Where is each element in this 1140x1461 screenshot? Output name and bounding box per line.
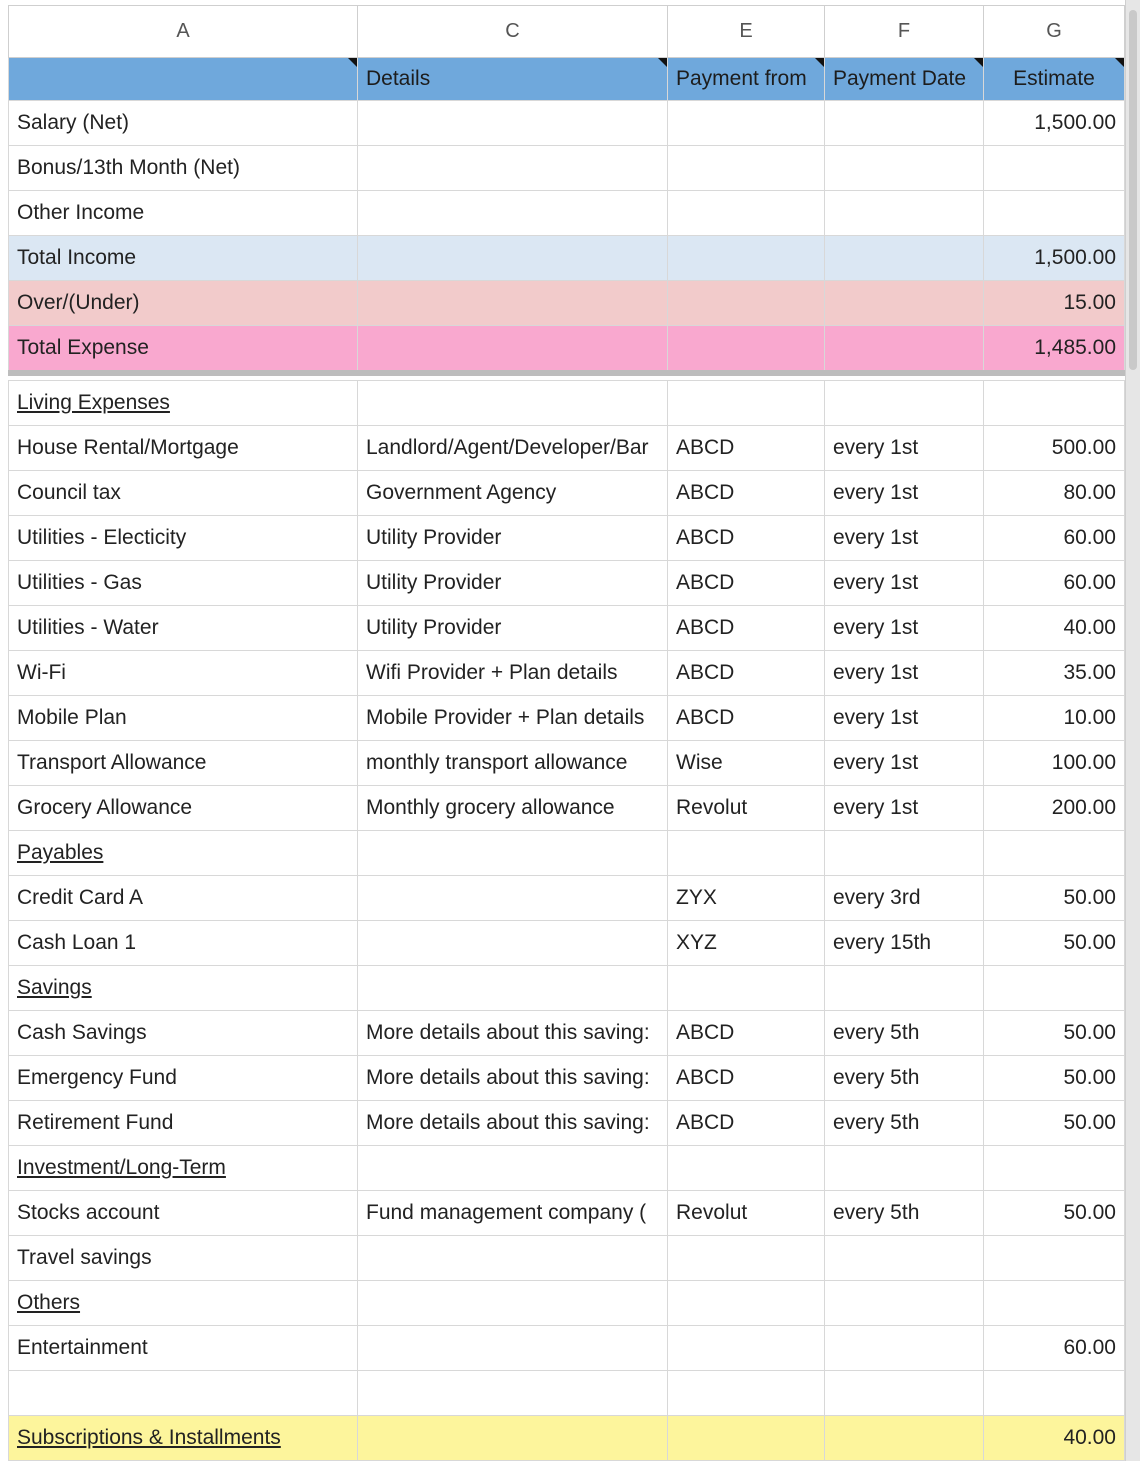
cell-estimate[interactable]: 35.00 — [984, 651, 1125, 696]
cell-label[interactable]: Utilities - Gas — [9, 561, 358, 606]
header-cell-payment-from[interactable]: Payment from — [668, 58, 825, 101]
cell-details[interactable]: monthly transport allowance — [358, 741, 668, 786]
header-cell-details[interactable]: Details — [358, 58, 668, 101]
cell-details[interactable] — [358, 191, 668, 236]
cell-label[interactable]: Council tax — [9, 471, 358, 516]
cell-payment-from[interactable] — [668, 1236, 825, 1281]
cell-payment-date[interactable]: every 3rd — [825, 876, 984, 921]
cell-details[interactable]: Utility Provider — [358, 561, 668, 606]
cell-details[interactable] — [358, 1326, 668, 1371]
cell-details[interactable]: More details about this saving: — [358, 1101, 668, 1146]
table-row — [9, 1056, 1125, 1101]
scrollbar-thumb[interactable] — [1129, 10, 1137, 370]
cell-payment-date[interactable] — [825, 101, 984, 146]
cell-payment-from[interactable]: ABCD — [668, 606, 825, 651]
section-row — [9, 381, 1125, 426]
cell-details[interactable]: Mobile Provider + Plan details — [358, 696, 668, 741]
cell-details[interactable]: Utility Provider — [358, 516, 668, 561]
cell-payment-from[interactable]: ABCD — [668, 651, 825, 696]
cell-estimate[interactable]: 50.00 — [984, 1056, 1125, 1101]
table-row — [9, 471, 1125, 516]
cell-label[interactable]: Bonus/13th Month (Net) — [9, 146, 358, 191]
cell-payment-date[interactable]: every 5th — [825, 1101, 984, 1146]
cell-label[interactable]: House Rental/Mortgage — [9, 426, 358, 471]
cell-details[interactable]: Monthly grocery allowance — [358, 786, 668, 831]
section-subscriptions[interactable]: Subscriptions & Installments — [9, 1416, 358, 1461]
cell-payment-from[interactable] — [668, 1326, 825, 1371]
cell-estimate[interactable]: 50.00 — [984, 1011, 1125, 1056]
cell-payment-date[interactable]: every 5th — [825, 1191, 984, 1236]
cell-payment-from[interactable]: Revolut — [668, 786, 825, 831]
cell-estimate[interactable]: 60.00 — [984, 561, 1125, 606]
cell-details[interactable] — [358, 146, 668, 191]
cell-estimate[interactable]: 50.00 — [984, 1101, 1125, 1146]
table-row — [9, 921, 1125, 966]
cell-estimate[interactable]: 10.00 — [984, 696, 1125, 741]
column-header-e[interactable]: E — [668, 6, 825, 58]
cell-payment-date[interactable]: every 1st — [825, 606, 984, 651]
cell-label[interactable]: Mobile Plan — [9, 696, 358, 741]
section-row — [9, 966, 1125, 1011]
column-header-a[interactable]: A — [9, 6, 358, 58]
cell-payment-from[interactable]: ABCD — [668, 561, 825, 606]
table-row — [9, 1236, 1125, 1281]
cell-estimate[interactable] — [984, 146, 1125, 191]
cell-payment-date[interactable]: every 5th — [825, 1011, 984, 1056]
cell-label[interactable]: Stocks account — [9, 1191, 358, 1236]
cell-details[interactable]: Government Agency — [358, 471, 668, 516]
table-row — [9, 426, 1125, 471]
total-expense-row — [9, 326, 1125, 374]
column-header-f[interactable]: F — [825, 6, 984, 58]
total-income-row — [9, 236, 1125, 281]
section-others[interactable]: Others — [9, 1281, 358, 1326]
total-expense-value[interactable]: 1,485.00 — [984, 326, 1125, 374]
column-header-g[interactable]: G — [984, 6, 1125, 58]
cell-details[interactable] — [358, 1236, 668, 1281]
cell-payment-date[interactable]: every 1st — [825, 471, 984, 516]
table-row — [9, 741, 1125, 786]
column-headers — [9, 6, 1125, 58]
cell-payment-date[interactable]: every 1st — [825, 516, 984, 561]
empty-row — [9, 1371, 1125, 1416]
cell-payment-date[interactable] — [825, 1236, 984, 1281]
cell-label[interactable]: Utilities - Water — [9, 606, 358, 651]
cell-payment-from[interactable]: ABCD — [668, 696, 825, 741]
over-under-row — [9, 281, 1125, 326]
table-row — [9, 1191, 1125, 1236]
cell-details[interactable]: Fund management company ( — [358, 1191, 668, 1236]
cell-estimate[interactable]: 100.00 — [984, 741, 1125, 786]
cell-payment-from[interactable]: ABCD — [668, 1011, 825, 1056]
cell-details[interactable] — [358, 921, 668, 966]
cell-payment-from[interactable]: ABCD — [668, 1101, 825, 1146]
table-row — [9, 606, 1125, 651]
cell-details[interactable]: Wifi Provider + Plan details — [358, 651, 668, 696]
cell-payment-date[interactable]: every 5th — [825, 1056, 984, 1101]
table-row — [9, 191, 1125, 236]
section-savings[interactable]: Savings — [9, 966, 358, 1011]
cell-label[interactable]: Other Income — [9, 191, 358, 236]
cell-estimate[interactable]: 60.00 — [984, 1326, 1125, 1371]
subscriptions-row — [9, 1416, 1125, 1461]
cell-estimate[interactable]: 50.00 — [984, 876, 1125, 921]
table-row — [9, 516, 1125, 561]
cell-details[interactable]: More details about this saving: — [358, 1056, 668, 1101]
cell-payment-from[interactable]: ABCD — [668, 471, 825, 516]
cell-payment-from[interactable]: Revolut — [668, 1191, 825, 1236]
cell-estimate[interactable] — [984, 191, 1125, 236]
cell-estimate[interactable]: 40.00 — [984, 606, 1125, 651]
cell-payment-from[interactable]: ABCD — [668, 1056, 825, 1101]
total-income-value[interactable]: 1,500.00 — [984, 236, 1125, 281]
cell-estimate[interactable]: 1,500.00 — [984, 101, 1125, 146]
cell-estimate[interactable]: 200.00 — [984, 786, 1125, 831]
table-row — [9, 101, 1125, 146]
cell-payment-date[interactable] — [825, 146, 984, 191]
cell-payment-from[interactable]: ABCD — [668, 516, 825, 561]
cell-label[interactable]: Utilities - Electicity — [9, 516, 358, 561]
cell-label[interactable]: Credit Card A — [9, 876, 358, 921]
table-row — [9, 651, 1125, 696]
over-under-label[interactable]: Over/(Under) — [9, 281, 358, 326]
header-cell-estimate[interactable]: Estimate — [984, 58, 1125, 101]
table-row — [9, 696, 1125, 741]
vertical-scrollbar[interactable] — [1125, 0, 1140, 1461]
cell-estimate[interactable]: 80.00 — [984, 471, 1125, 516]
cell-estimate[interactable]: 60.00 — [984, 516, 1125, 561]
section-living-expenses[interactable]: Living Expenses — [9, 381, 358, 426]
cell-payment-date[interactable]: every 15th — [825, 921, 984, 966]
table-row — [9, 561, 1125, 606]
section-row — [9, 831, 1125, 876]
cell-details[interactable]: Utility Provider — [358, 606, 668, 651]
cell-estimate[interactable]: 50.00 — [984, 1191, 1125, 1236]
cell-payment-from[interactable]: Wise — [668, 741, 825, 786]
cell-payment-from[interactable] — [668, 191, 825, 236]
cell-label[interactable]: Wi-Fi — [9, 651, 358, 696]
header-cell-payment-date[interactable]: Payment Date — [825, 58, 984, 101]
cell-payment-from[interactable]: ZYX — [668, 876, 825, 921]
over-under-value[interactable]: 15.00 — [984, 281, 1125, 326]
cell-details[interactable]: More details about this saving: — [358, 1011, 668, 1056]
cell-payment-date[interactable]: every 1st — [825, 561, 984, 606]
cell-label[interactable]: Grocery Allowance — [9, 786, 358, 831]
table-row — [9, 1326, 1125, 1371]
cell-label[interactable]: Salary (Net) — [9, 101, 358, 146]
cell-payment-date[interactable]: every 1st — [825, 696, 984, 741]
cell-payment-from[interactable]: XYZ — [668, 921, 825, 966]
cell-payment-date[interactable]: every 1st — [825, 786, 984, 831]
cell-estimate[interactable]: 50.00 — [984, 921, 1125, 966]
section-investment[interactable]: Investment/Long-Term — [9, 1146, 358, 1191]
table-row — [9, 1101, 1125, 1146]
cell-label[interactable]: Cash Savings — [9, 1011, 358, 1056]
cell-payment-from[interactable] — [668, 146, 825, 191]
cell-label[interactable]: Entertainment — [9, 1326, 358, 1371]
cell-estimate[interactable]: 500.00 — [984, 426, 1125, 471]
section-row — [9, 1281, 1125, 1326]
cell-payment-date[interactable] — [825, 191, 984, 236]
total-expense-label[interactable]: Total Expense — [9, 326, 358, 374]
section-row — [9, 1146, 1125, 1191]
cell-payment-date[interactable]: every 1st — [825, 426, 984, 471]
cell-label[interactable]: Travel savings — [9, 1236, 358, 1281]
cell-label[interactable]: Transport Allowance — [9, 741, 358, 786]
cell-label[interactable]: Cash Loan 1 — [9, 921, 358, 966]
column-header-c[interactable]: C — [358, 6, 668, 58]
header-row — [9, 58, 1125, 101]
cell-details[interactable]: Landlord/Agent/Developer/Bar — [358, 426, 668, 471]
cell-payment-from[interactable] — [668, 101, 825, 146]
table-row — [9, 786, 1125, 831]
cell-payment-date[interactable]: every 1st — [825, 741, 984, 786]
cell-estimate[interactable] — [984, 1236, 1125, 1281]
cell-payment-from[interactable]: ABCD — [668, 426, 825, 471]
section-payables[interactable]: Payables — [9, 831, 358, 876]
budget-grid — [8, 5, 1125, 1461]
table-row — [9, 1011, 1125, 1056]
cell-payment-date[interactable]: every 1st — [825, 651, 984, 696]
header-cell-a[interactable] — [9, 58, 358, 101]
table-row — [9, 876, 1125, 921]
subscriptions-estimate[interactable]: 40.00 — [984, 1416, 1125, 1461]
cell-label[interactable]: Emergency Fund — [9, 1056, 358, 1101]
table-row — [9, 146, 1125, 191]
cell-label[interactable]: Retirement Fund — [9, 1101, 358, 1146]
cell-payment-date[interactable] — [825, 1326, 984, 1371]
total-income-label[interactable]: Total Income — [9, 236, 358, 281]
cell-details[interactable] — [358, 876, 668, 921]
cell-details[interactable] — [358, 101, 668, 146]
